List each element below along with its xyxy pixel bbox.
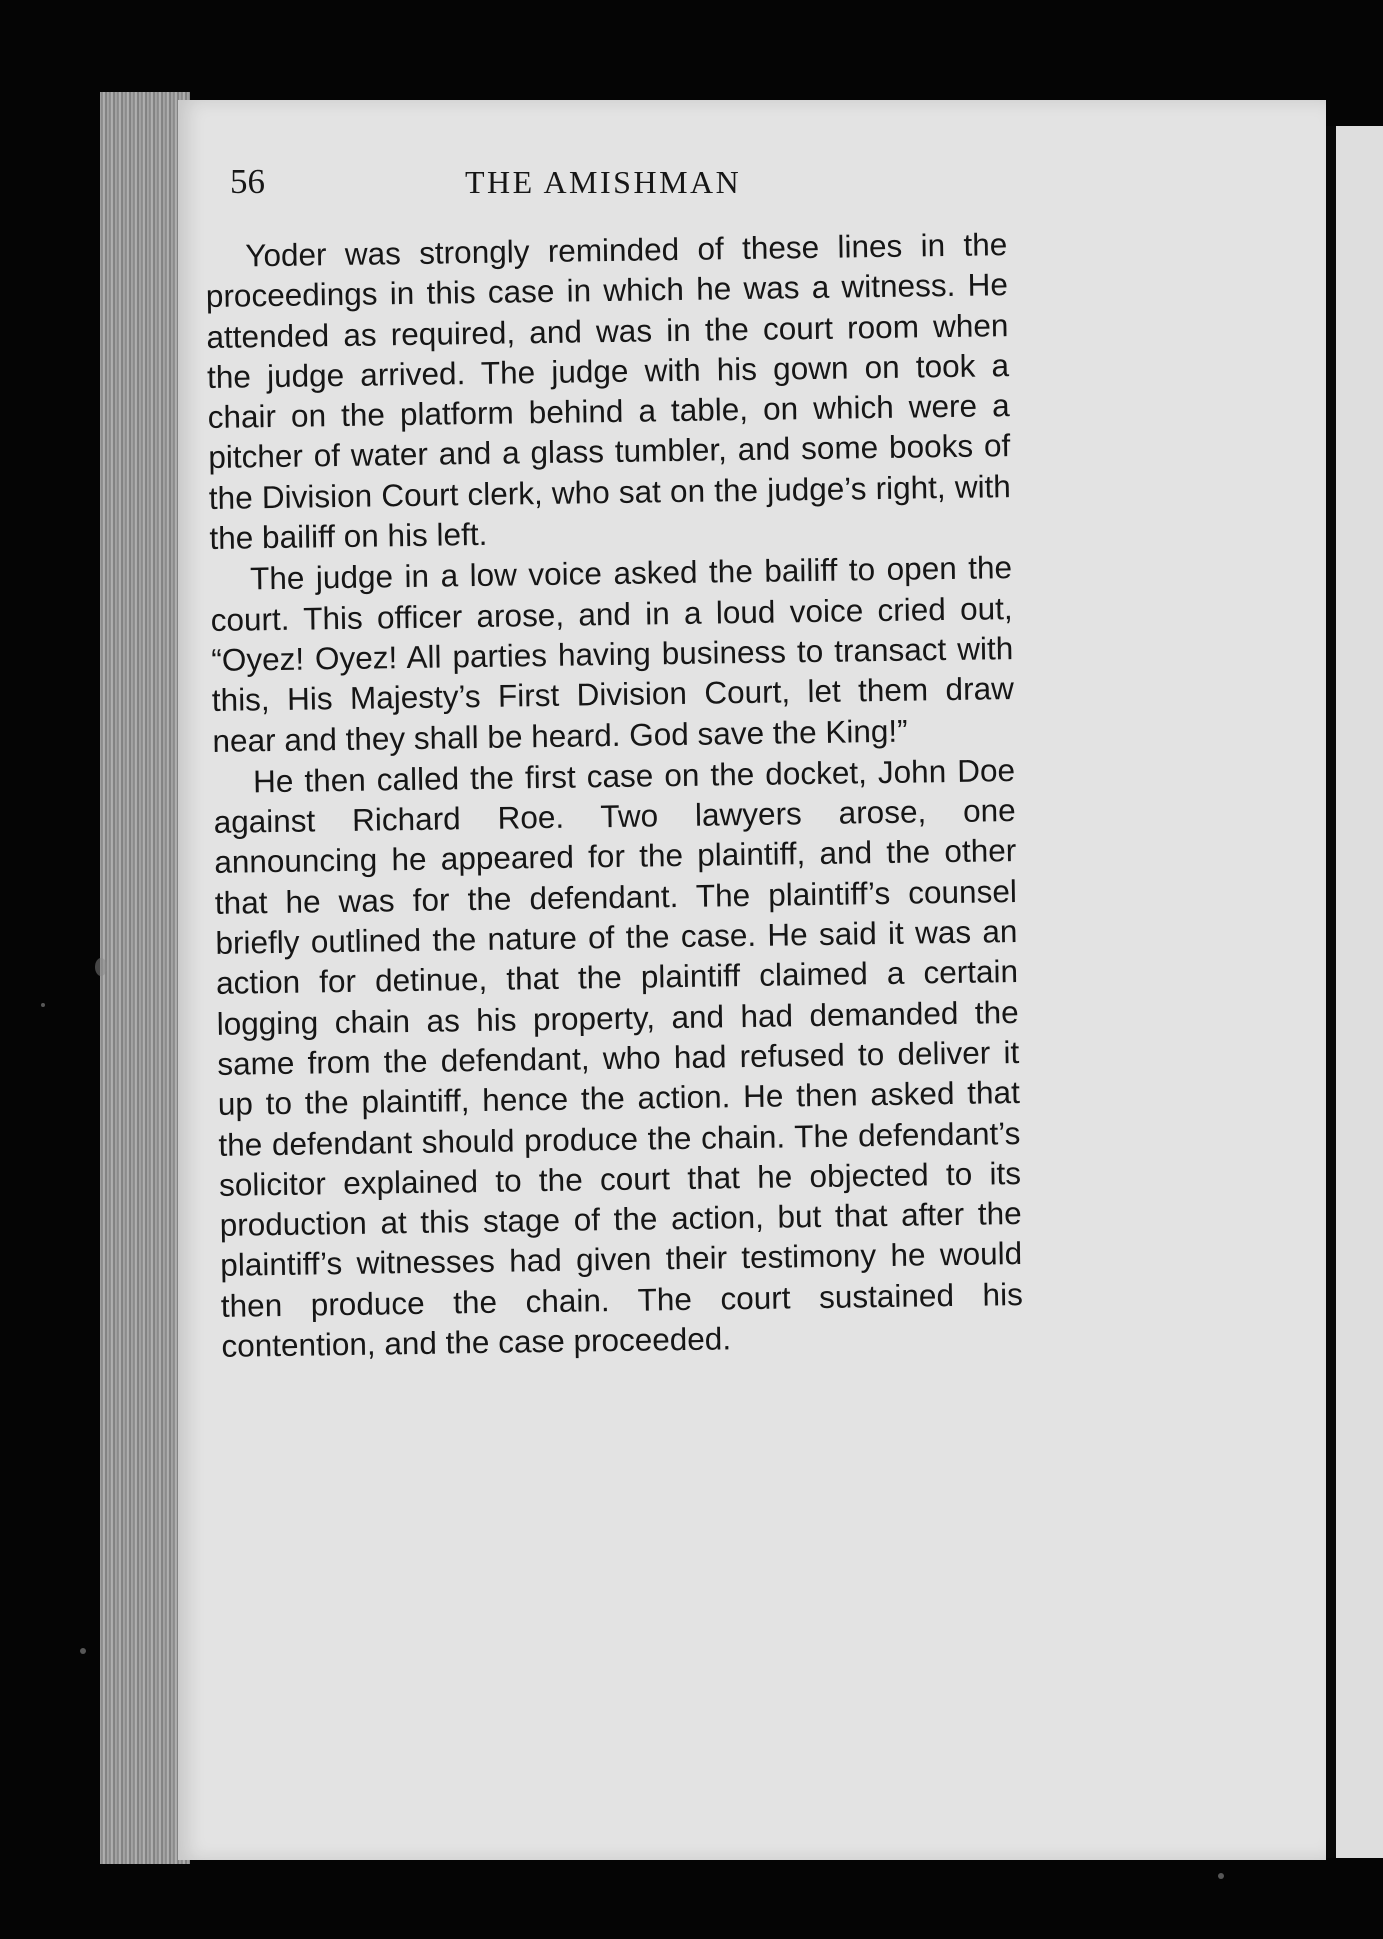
book-page-edges — [100, 92, 190, 1864]
paragraph-3: He then called the first case on the docket, John Doe against Richard Roe. Two lawyers arose, one announcing he appeared for the plaintiff, and the other that he was for the defendant. The plaintiff’s counsel briefly outlined the nature of the case. He said it was an action for detinue, that the plaintiff claimed a certain logging chain as his property, and had demanded the same from the defendant, who had refused to deliver it up to the plaintiff, hence the action. He then asked that the defendant should produce the chain. The defendant’s solicitor explained to the court that he objected to its production at this stage of the action, but that after the plaintiff’s witnesses had given their testimony he would then produce the chain. The court sustained his contention, and the case proceeded. — [213, 751, 1024, 1364]
scan-speck — [80, 1648, 86, 1654]
scan-speck — [95, 958, 107, 976]
page-header — [230, 162, 1130, 214]
paragraph-1: Yoder was strongly reminded of these lines in the proceedings in this case in which he was a witness. He attended as required, and was in the court room when the judge arrived. The judge with his gown on took a chair on the platform behind a table, on which were a pitcher of water and a glass tumbler, and some books of the Division Court clerk, who sat on the judge’s right, with the bailiff on his left. — [205, 226, 1012, 557]
paragraph-2: The judge in a low voice asked the bailiff to open the court. This officer arose, and in a loud voice cried out, “Oyez! Oyez! All parties having business to transact with this, His Majesty’s First Division Court, let them draw near and they shall be heard. God save the King!” — [210, 549, 1015, 759]
running-title: THE AMISHMAN — [465, 164, 742, 200]
scan-speck — [1218, 1873, 1224, 1879]
page-number: 56 — [230, 162, 265, 201]
body-text — [205, 224, 1024, 1366]
scan-speck — [41, 1003, 45, 1007]
adjacent-page-edge — [1326, 126, 1383, 1858]
